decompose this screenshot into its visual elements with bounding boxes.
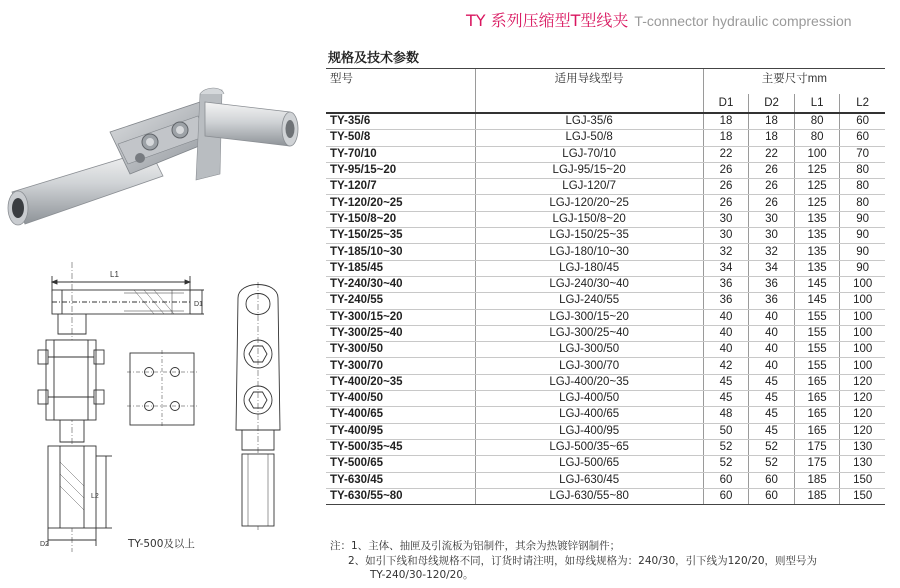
cell-conductor: LGJ-35/6 [475, 113, 703, 130]
cell-conductor: LGJ-630/45 [475, 472, 703, 488]
cell-l2: 90 [840, 228, 885, 244]
table-row [326, 130, 885, 146]
cell-model: TY-50/8 [326, 130, 475, 146]
note-1: 注：1、主体、抽匣及引流板为铝制件，其余为热镀锌钢制件； [330, 540, 621, 552]
cell-l2: 100 [840, 325, 885, 341]
table-row [326, 342, 885, 358]
cell-model: TY-400/50 [326, 391, 475, 407]
cell-l1: 80 [794, 113, 840, 130]
page-title [466, 8, 852, 31]
cell-l2: 120 [840, 374, 885, 390]
cell-conductor: LGJ-180/45 [475, 260, 703, 276]
cell-d1: 60 [703, 488, 749, 504]
cell-conductor: LGJ-400/95 [475, 423, 703, 439]
cell-model: TY-35/6 [326, 113, 475, 130]
cell-conductor: LGJ-95/15~20 [475, 162, 703, 178]
cell-conductor: LGJ-240/30~40 [475, 276, 703, 292]
cell-l2: 60 [840, 130, 885, 146]
cell-d1: 18 [703, 113, 749, 130]
table-row [326, 407, 885, 423]
cell-d1: 45 [703, 374, 749, 390]
cell-l2: 120 [840, 423, 885, 439]
cell-conductor: LGJ-120/20~25 [475, 195, 703, 211]
cell-l2: 90 [840, 260, 885, 276]
cell-d1: 52 [703, 456, 749, 472]
cell-l2: 90 [840, 244, 885, 260]
cell-d1: 40 [703, 309, 749, 325]
d2-label: D2 [40, 541, 49, 548]
l2-label: L2 [91, 493, 99, 500]
cell-conductor: LGJ-300/50 [475, 342, 703, 358]
cell-l2: 100 [840, 293, 885, 309]
cell-d1: 45 [703, 391, 749, 407]
table-row [326, 309, 885, 325]
cell-conductor: LGJ-120/7 [475, 179, 703, 195]
cell-model: TY-120/7 [326, 179, 475, 195]
cell-l1: 165 [794, 391, 840, 407]
cell-model: TY-630/55~80 [326, 488, 475, 504]
cell-l2: 130 [840, 439, 885, 455]
cell-model: TY-185/10~30 [326, 244, 475, 260]
cell-l1: 185 [794, 472, 840, 488]
cell-l1: 165 [794, 374, 840, 390]
cell-d2: 26 [749, 162, 795, 178]
table-row [326, 162, 885, 178]
table-row [326, 276, 885, 292]
cell-model: TY-300/25~40 [326, 325, 475, 341]
cell-model: TY-400/65 [326, 407, 475, 423]
cell-l1: 165 [794, 423, 840, 439]
cell-d2: 18 [749, 113, 795, 130]
header-l1: L1 [794, 94, 840, 113]
cell-conductor: LGJ-180/10~30 [475, 244, 703, 260]
cell-l2: 100 [840, 309, 885, 325]
cell-d1: 40 [703, 342, 749, 358]
cell-l1: 155 [794, 358, 840, 374]
cell-model: TY-400/20~35 [326, 374, 475, 390]
table-row [326, 146, 885, 162]
header-dimensions: 主要尺寸mm [703, 69, 885, 95]
cell-model: TY-240/30~40 [326, 276, 475, 292]
cell-d1: 50 [703, 423, 749, 439]
cell-d1: 36 [703, 293, 749, 309]
table-row [326, 472, 885, 488]
cell-l1: 135 [794, 228, 840, 244]
cell-l1: 135 [794, 244, 840, 260]
cell-l1: 155 [794, 309, 840, 325]
cell-d2: 40 [749, 325, 795, 341]
cell-conductor: LGJ-150/8~20 [475, 211, 703, 227]
cell-d2: 30 [749, 228, 795, 244]
table-row [326, 260, 885, 276]
cell-l2: 80 [840, 179, 885, 195]
cell-model: TY-70/10 [326, 146, 475, 162]
cell-conductor: LGJ-50/8 [475, 130, 703, 146]
cell-model: TY-95/15~20 [326, 162, 475, 178]
drawing-caption: TY-500及以上 [128, 538, 195, 550]
cell-l1: 145 [794, 276, 840, 292]
cell-d1: 30 [703, 211, 749, 227]
cell-conductor: LGJ-300/70 [475, 358, 703, 374]
cell-l1: 125 [794, 179, 840, 195]
cell-d1: 34 [703, 260, 749, 276]
cell-l2: 150 [840, 472, 885, 488]
cell-d1: 30 [703, 228, 749, 244]
product-photo [0, 80, 300, 240]
cell-l1: 145 [794, 293, 840, 309]
cell-l1: 135 [794, 211, 840, 227]
table-row [326, 488, 885, 504]
cell-l2: 60 [840, 113, 885, 130]
cell-d1: 40 [703, 325, 749, 341]
cell-model: TY-150/25~35 [326, 228, 475, 244]
cell-l2: 80 [840, 162, 885, 178]
table-row [326, 244, 885, 260]
cell-l1: 165 [794, 407, 840, 423]
cell-conductor: LGJ-400/20~35 [475, 374, 703, 390]
cell-d1: 36 [703, 276, 749, 292]
cell-d1: 52 [703, 439, 749, 455]
section-subtitle: 规格及技术参数 [328, 51, 420, 66]
cell-d2: 26 [749, 195, 795, 211]
cell-conductor: LGJ-300/15~20 [475, 309, 703, 325]
front-drawing [228, 282, 288, 532]
cell-d1: 60 [703, 472, 749, 488]
cell-d2: 45 [749, 374, 795, 390]
cell-l2: 120 [840, 407, 885, 423]
cell-l2: 70 [840, 146, 885, 162]
cell-d2: 45 [749, 407, 795, 423]
cell-d2: 60 [749, 472, 795, 488]
table-row [326, 439, 885, 455]
cell-model: TY-300/50 [326, 342, 475, 358]
cell-l2: 100 [840, 358, 885, 374]
cell-model: TY-400/95 [326, 423, 475, 439]
cell-d1: 26 [703, 195, 749, 211]
cell-conductor: LGJ-630/55~80 [475, 488, 703, 504]
cell-l2: 80 [840, 195, 885, 211]
cell-d1: 22 [703, 146, 749, 162]
cell-conductor: LGJ-400/50 [475, 391, 703, 407]
cell-d2: 36 [749, 276, 795, 292]
cell-conductor: LGJ-500/35~65 [475, 439, 703, 455]
cell-d1: 18 [703, 130, 749, 146]
table-row [326, 228, 885, 244]
note-3: TY-240/30-120/20。 [370, 569, 474, 581]
cell-model: TY-500/35~45 [326, 439, 475, 455]
cell-d2: 40 [749, 342, 795, 358]
note-2: 2、如引下线和母线规格不同，订货时请注明，如母线规格为：240/30，引下线为120/20，则型号为 [348, 554, 818, 567]
title-en: T-connector hydraulic compression [634, 13, 852, 29]
cell-conductor: LGJ-300/25~40 [475, 325, 703, 341]
cell-d2: 18 [749, 130, 795, 146]
cell-l1: 135 [794, 260, 840, 276]
cell-d2: 26 [749, 179, 795, 195]
header-d2: D2 [749, 94, 795, 113]
cell-d2: 52 [749, 439, 795, 455]
cell-model: TY-630/45 [326, 472, 475, 488]
cell-d2: 45 [749, 391, 795, 407]
cell-l1: 155 [794, 325, 840, 341]
cell-l1: 175 [794, 439, 840, 455]
cell-l1: 125 [794, 162, 840, 178]
cell-model: TY-500/65 [326, 456, 475, 472]
spec-table [326, 68, 885, 505]
cell-model: TY-300/15~20 [326, 309, 475, 325]
cell-l2: 130 [840, 456, 885, 472]
header-conductor: 适用导线型号 [475, 69, 703, 114]
cell-l1: 80 [794, 130, 840, 146]
cell-d2: 45 [749, 423, 795, 439]
cell-model: TY-240/55 [326, 293, 475, 309]
table-row [326, 113, 885, 130]
cell-model: TY-150/8~20 [326, 211, 475, 227]
table-row [326, 391, 885, 407]
table-row [326, 325, 885, 341]
table-row [326, 423, 885, 439]
d1-label: D1 [194, 301, 203, 308]
cell-l1: 175 [794, 456, 840, 472]
cell-conductor: LGJ-500/65 [475, 456, 703, 472]
cell-d2: 52 [749, 456, 795, 472]
table-row [326, 374, 885, 390]
cell-model: TY-300/70 [326, 358, 475, 374]
notes [330, 539, 817, 583]
cell-l1: 125 [794, 195, 840, 211]
cell-model: TY-120/20~25 [326, 195, 475, 211]
title-cn: TY 系列压缩型T型线夹 [466, 11, 629, 30]
cell-l1: 155 [794, 342, 840, 358]
cell-d2: 60 [749, 488, 795, 504]
header-l2: L2 [840, 94, 885, 113]
table-row [326, 211, 885, 227]
cell-d1: 42 [703, 358, 749, 374]
cell-conductor: LGJ-240/55 [475, 293, 703, 309]
cell-d2: 34 [749, 260, 795, 276]
table-row [326, 179, 885, 195]
cell-l2: 90 [840, 211, 885, 227]
cell-conductor: LGJ-400/65 [475, 407, 703, 423]
cell-d2: 40 [749, 358, 795, 374]
cell-d2: 32 [749, 244, 795, 260]
cell-conductor: LGJ-70/10 [475, 146, 703, 162]
cell-l2: 150 [840, 488, 885, 504]
table-row [326, 293, 885, 309]
header-d1: D1 [703, 94, 749, 113]
table-row [326, 456, 885, 472]
cell-l1: 185 [794, 488, 840, 504]
table-row [326, 358, 885, 374]
table-header-row [326, 69, 885, 95]
cell-d1: 32 [703, 244, 749, 260]
cell-conductor: LGJ-150/25~35 [475, 228, 703, 244]
cell-d1: 26 [703, 179, 749, 195]
cell-d1: 48 [703, 407, 749, 423]
table-row [326, 195, 885, 211]
header-model: 型号 [326, 69, 475, 114]
cell-l1: 100 [794, 146, 840, 162]
l1-label: L1 [110, 270, 119, 279]
cell-d2: 30 [749, 211, 795, 227]
cell-l2: 100 [840, 276, 885, 292]
cell-d1: 26 [703, 162, 749, 178]
cell-d2: 40 [749, 309, 795, 325]
cell-d2: 22 [749, 146, 795, 162]
cell-d2: 36 [749, 293, 795, 309]
table-body [326, 113, 885, 505]
cell-l2: 100 [840, 342, 885, 358]
cell-l2: 120 [840, 391, 885, 407]
plate-drawing [127, 350, 197, 428]
cell-model: TY-185/45 [326, 260, 475, 276]
